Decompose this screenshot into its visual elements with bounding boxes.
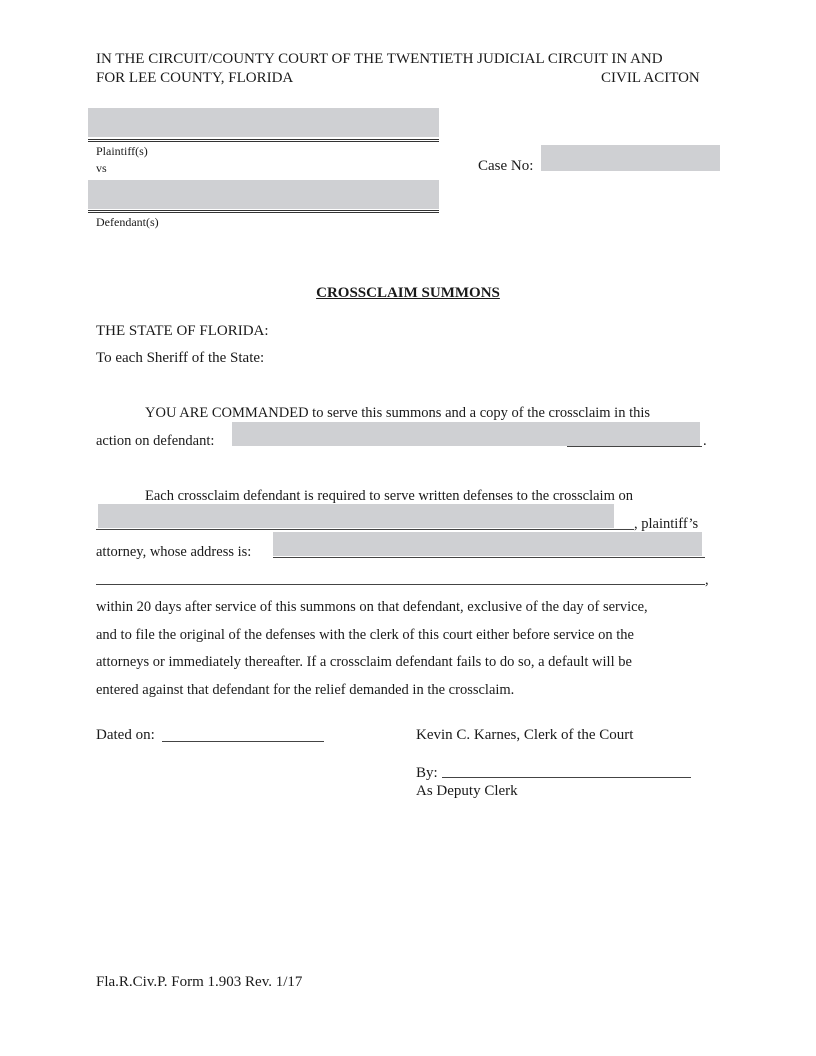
plaintiff-attorney-field[interactable] bbox=[98, 504, 614, 528]
plaintiffs-label: , plaintiff’s bbox=[634, 516, 699, 532]
plaintiff-field[interactable] bbox=[88, 108, 439, 137]
defendant-label: Defendant(s) bbox=[96, 215, 159, 229]
dated-on-line[interactable] bbox=[162, 741, 324, 742]
body-line-2: and to file the original of the defenses with the clerk of this court either before service on the bbox=[96, 627, 634, 643]
body-line-4: entered against that defendant for the relief demanded in the crossclaim. bbox=[96, 682, 515, 698]
court-heading-county: FOR LEE COUNTY, FLORIDA bbox=[96, 70, 294, 86]
state-of-florida: THE STATE OF FLORIDA: bbox=[96, 323, 269, 339]
clerk-name: Kevin C. Karnes, Clerk of the Court bbox=[416, 727, 634, 743]
command-period: . bbox=[703, 433, 707, 449]
civil-action-label: CIVIL ACITON bbox=[601, 70, 700, 86]
defendant-divider bbox=[88, 210, 439, 213]
case-no-field[interactable] bbox=[541, 145, 720, 171]
by-label: By: bbox=[416, 765, 438, 781]
command-line2-prefix: action on defendant: bbox=[96, 433, 215, 449]
address-comma: , bbox=[705, 572, 709, 588]
plaintiff-divider bbox=[88, 139, 439, 142]
served-defendant-field[interactable] bbox=[232, 422, 700, 446]
defendant-field[interactable] bbox=[88, 180, 439, 209]
plaintiff-attorney-underline bbox=[96, 529, 634, 530]
attorney-address-label: attorney, whose address is: bbox=[96, 544, 252, 560]
case-no-label: Case No: bbox=[478, 158, 534, 174]
body-line-1: within 20 days after service of this summons on that defendant, exclusive of the day of service, bbox=[96, 599, 648, 615]
dated-on-label: Dated on: bbox=[96, 727, 155, 743]
served-defendant-underline bbox=[567, 446, 702, 447]
deputy-clerk-label: As Deputy Clerk bbox=[416, 783, 518, 799]
form-identifier: Fla.R.Civ.P. Form 1.903 Rev. 1/17 bbox=[96, 974, 303, 990]
vs-label: vs bbox=[96, 161, 107, 175]
court-heading-line1: IN THE CIRCUIT/COUNTY COURT OF THE TWENTIETH JUDICIAL CIRCUIT IN AND bbox=[96, 51, 663, 67]
defenses-line1: Each crossclaim defendant is required to serve written defenses to the crossclaim on bbox=[145, 488, 633, 504]
to-each-sheriff: To each Sheriff of the State: bbox=[96, 350, 265, 366]
document-title: CROSSCLAIM SUMMONS bbox=[316, 285, 500, 301]
attorney-address-field[interactable] bbox=[273, 532, 702, 556]
command-line1: YOU ARE COMMANDED to serve this summons and a copy of the crossclaim in this bbox=[145, 405, 651, 421]
deputy-signature-line[interactable] bbox=[442, 777, 691, 778]
plaintiff-label: Plaintiff(s) bbox=[96, 144, 148, 158]
attorney-address-line2 bbox=[96, 584, 705, 585]
body-line-3: attorneys or immediately thereafter. If a crossclaim defendant fails to do so, a default will be bbox=[96, 654, 632, 670]
attorney-address-underline bbox=[273, 557, 705, 558]
